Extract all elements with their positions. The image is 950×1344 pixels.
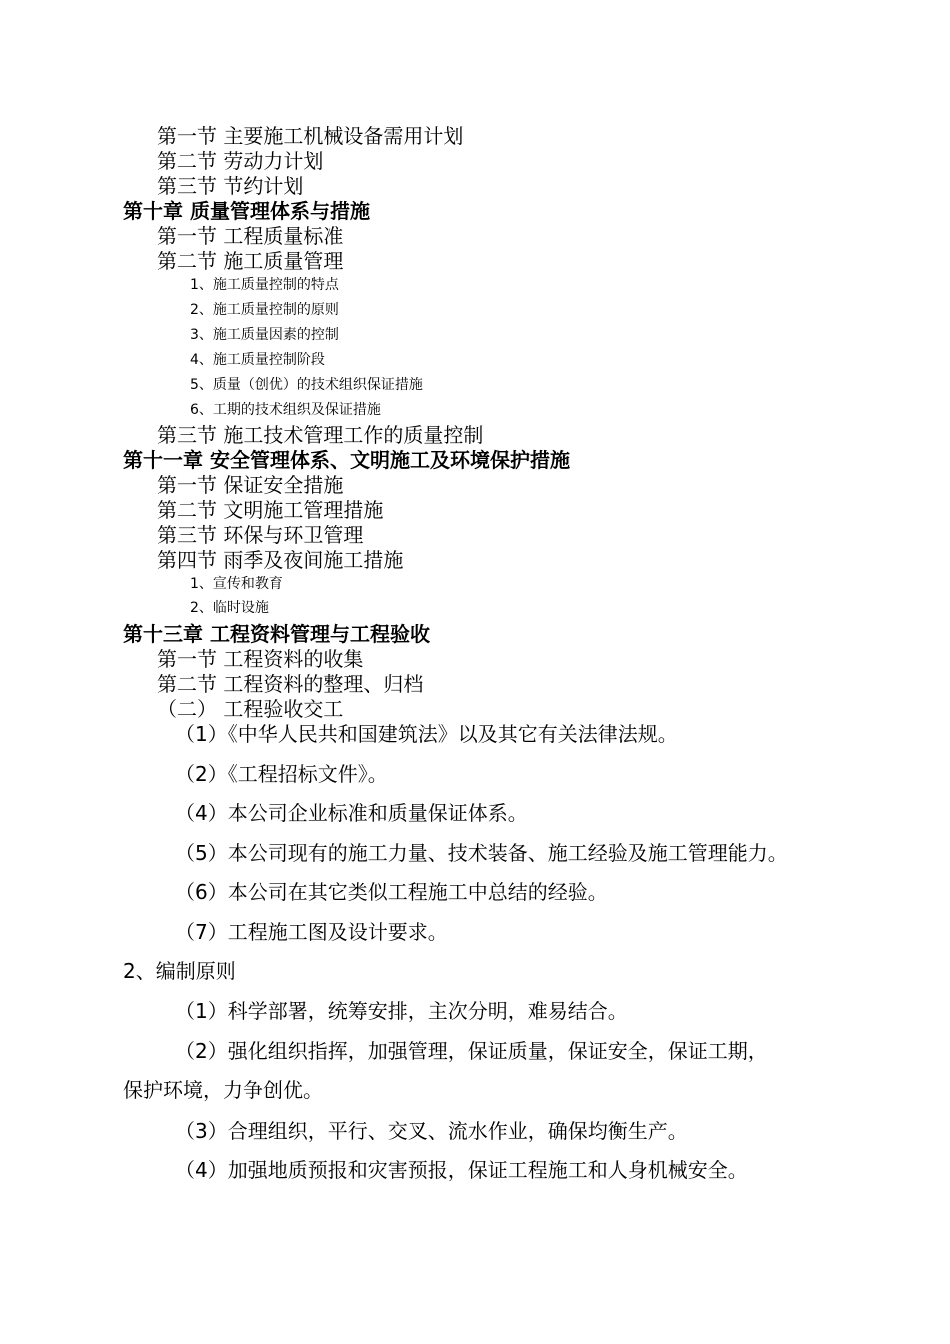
toc-chapter-10: 第十章 质量管理体系与措施 <box>123 199 370 223</box>
toc-item-2: 2、施工质量控制的原则 <box>190 302 339 318</box>
toc-section-archive: 第二节 工程资料的整理、归档 <box>157 672 424 696</box>
toc-chapter-11: 第十一章 安全管理体系、文明施工及环境保护措施 <box>123 448 570 472</box>
basis-item-7: （7）工程施工图及设计要求。 <box>175 920 448 944</box>
principle-item-2: （2）强化组织指挥，加强管理，保证质量，保证安全，保证工期， <box>175 1039 768 1063</box>
toc-section-collect: 第一节 工程资料的收集 <box>157 647 364 671</box>
principle-item-1: （1）科学部署，统筹安排，主次分明，难易结合。 <box>175 999 628 1023</box>
principle-item-2-cont: 保护环境，力争创优。 <box>123 1078 323 1102</box>
toc-item-publicity: 1、宣传和教育 <box>190 576 283 592</box>
toc-section-civilized: 第二节 文明施工管理措施 <box>157 498 384 522</box>
toc-section-saving-plan: 第三节 节约计划 <box>157 174 304 198</box>
toc-section-equipment-plan: 第一节 主要施工机械设备需用计划 <box>157 124 464 148</box>
toc-chapter-13: 第十三章 工程资料管理与工程验收 <box>123 622 430 646</box>
principle-item-3: （3）合理组织，平行、交叉、流水作业，确保均衡生产。 <box>175 1119 688 1143</box>
toc-section-quality-mgmt: 第二节 施工质量管理 <box>157 249 344 273</box>
basis-item-6: （6）本公司在其它类似工程施工中总结的经验。 <box>175 880 608 904</box>
toc-section-quality-standard: 第一节 工程质量标准 <box>157 224 344 248</box>
toc-section-environment: 第三节 环保与环卫管理 <box>157 523 364 547</box>
toc-item-4: 4、施工质量控制阶段 <box>190 352 325 368</box>
basis-item-1: （1）《中华人民共和国建筑法》以及其它有关法律法规。 <box>175 722 678 746</box>
basis-item-5: （5）本公司现有的施工力量、技术装备、施工经验及施工管理能力。 <box>175 841 788 865</box>
toc-section-tech-quality: 第三节 施工技术管理工作的质量控制 <box>157 423 484 447</box>
toc-item-temp-facilities: 2、临时设施 <box>190 600 269 616</box>
toc-item-3: 3、施工质量因素的控制 <box>190 327 339 343</box>
principle-item-4: （4）加强地质预报和灾害预报，保证工程施工和人身机械安全。 <box>175 1158 748 1182</box>
toc-item-6: 6、工期的技术组织及保证措施 <box>190 402 381 418</box>
toc-item-5: 5、质量（创优）的技术组织保证措施 <box>190 377 423 393</box>
basis-item-2: （2）《工程招标文件》。 <box>175 762 388 786</box>
principles-heading: 2、编制原则 <box>123 959 236 983</box>
basis-item-4: （4）本公司企业标准和质量保证体系。 <box>175 801 528 825</box>
toc-section-rain-night: 第四节 雨季及夜间施工措施 <box>157 548 404 572</box>
toc-item-1: 1、施工质量控制的特点 <box>190 277 339 293</box>
toc-section-safety: 第一节 保证安全措施 <box>157 473 344 497</box>
toc-section-acceptance: （二） 工程验收交工 <box>157 697 344 721</box>
toc-section-labor-plan: 第二节 劳动力计划 <box>157 149 324 173</box>
